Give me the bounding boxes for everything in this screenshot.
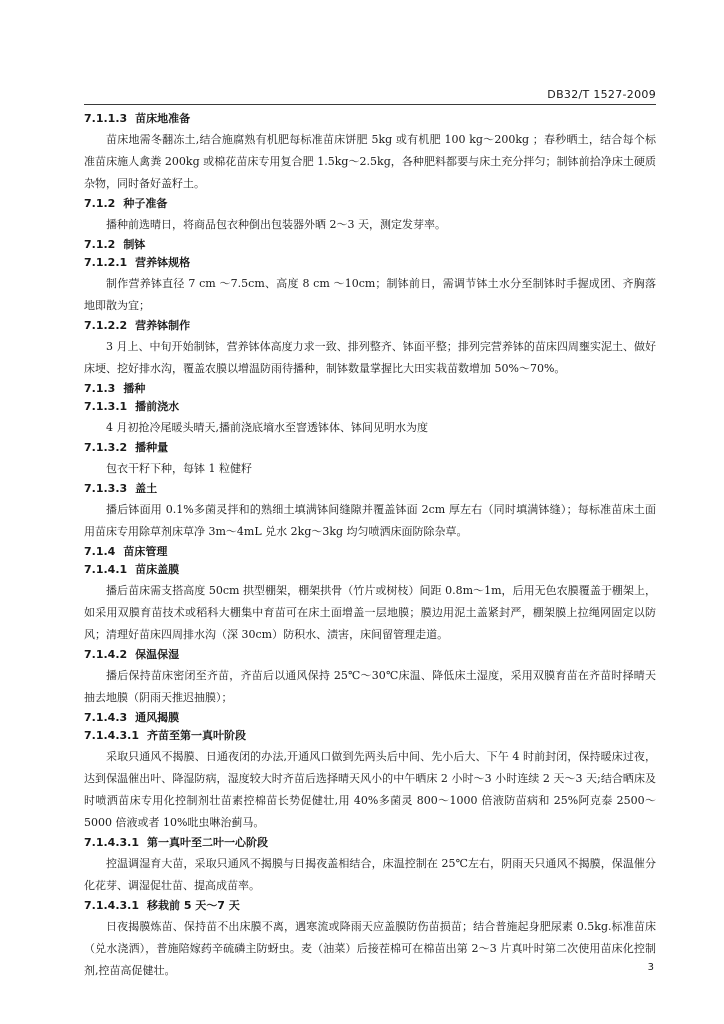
- section-title: 播种量: [135, 441, 169, 454]
- section-number: 7.1.4.3: [84, 711, 128, 724]
- section-heading: [84, 835, 656, 851]
- body-paragraph: 控温调湿育大苗，采取只通风不揭膜与日揭夜盖相结合，床温控制在 25℃左右，阴雨天只通风不揭膜，保温催分化花芽、调湿促壮苗、提高成苗率。: [84, 857, 656, 892]
- header-rule: [84, 104, 656, 105]
- section-number: 7.1.3.1: [84, 400, 128, 413]
- section-number: 7.1.4.3.1: [84, 899, 139, 912]
- section-title: 播前浇水: [135, 400, 180, 413]
- document-code: DB32/T 1527-2009: [547, 88, 656, 101]
- section-number: 7.1.3: [84, 382, 116, 395]
- section-number: 7.1.2.1: [84, 256, 128, 269]
- section-title: 保温保湿: [135, 648, 180, 661]
- section-heading: [84, 399, 656, 415]
- section-title: 播种: [123, 382, 146, 395]
- section-heading: [84, 196, 656, 212]
- section-number: 7.1.2.2: [84, 319, 128, 332]
- section-heading: [84, 647, 656, 663]
- section-number: 7.1.3.3: [84, 482, 128, 495]
- body-paragraph: 播后保持苗床密闭至齐苗，齐苗后以通风保持 25℃～30℃床温、降低床土湿度，采用双膜育苗在齐苗时择晴天抽去地膜（阴雨天推迟抽膜）；: [84, 669, 656, 704]
- section-title: 苗床管理: [123, 545, 168, 558]
- section-title: 种子准备: [123, 197, 168, 210]
- section-heading: [84, 381, 656, 397]
- section-number: 7.1.2: [84, 197, 116, 210]
- body-paragraph: 播后苗床需支搭高度 50cm 拱型棚架，棚架拱骨（竹片或树枝）间距 0.8m～1m，后用无色农膜覆盖于棚架上，如采用双膜育苗技术或稻科大棚集中育苗可在床土面增盖一层地膜；膜边用泥土盖紧封严，棚架膜上拉绳网固定以防风；清理好苗床四周排水沟（深 30cm）防积水、渍害，床间留管理走道。: [84, 584, 656, 641]
- section-number: 7.1.1.3: [84, 112, 128, 125]
- section-title: 营养钵规格: [135, 256, 191, 269]
- section-title: 制钵: [123, 238, 146, 251]
- section-heading: [84, 318, 656, 334]
- section-title: 移栽前 5 天～7 天: [146, 899, 240, 912]
- body-paragraph: 包衣干籽下种，每钵 1 粒健籽: [106, 462, 252, 475]
- body-paragraph: 4 月初抢冷尾暖头晴天,播前浇底墒水至窨透钵体、钵间见明水为度: [106, 421, 428, 434]
- section-number: 7.1.2: [84, 238, 116, 251]
- section-heading: [84, 440, 656, 456]
- body-paragraph: 播后钵面用 0.1%多菌灵拌和的熟细土填满钵间缝隙并覆盖钵面 2cm 厚左右（同时填满钵缝）；每标准苗床土面用苗床专用除草剂床草净 3m～4mL 兑水 2kg～3kg 均匀喷洒床面防除杂草。: [84, 503, 656, 538]
- section-number: 7.1.4.1: [84, 563, 128, 576]
- section-number: 7.1.3.2: [84, 441, 128, 454]
- section-title: 第一真叶至二叶一心阶段: [146, 836, 268, 849]
- section-title: 苗床盖膜: [135, 563, 180, 576]
- section-heading: [84, 111, 656, 127]
- body-paragraph: 3 月上、中旬开始制钵，营养钵体高度力求一致、排列整齐、钵面平整；排列完营养钵的苗床四周壅实泥土、做好床埂、挖好排水沟，覆盖农膜以增温防雨待播种，制钵数量掌握比大田实栽苗数增加 50%～70%。: [84, 340, 656, 375]
- section-heading: [84, 562, 656, 578]
- section-number: 7.1.4: [84, 545, 116, 558]
- section-number: 7.1.4.2: [84, 648, 128, 661]
- section-title: 通风揭膜: [135, 711, 180, 724]
- body-paragraph: 播种前选晴日，将商品包衣种倒出包装器外晒 2～3 天，测定发芽率。: [106, 218, 446, 231]
- section-title: 苗床地准备: [135, 112, 191, 125]
- section-heading: [84, 728, 656, 744]
- section-title: 齐苗至第一真叶阶段: [146, 729, 246, 742]
- section-heading: [84, 481, 656, 497]
- section-heading: [84, 237, 656, 253]
- page-number: 3: [647, 962, 654, 973]
- body-paragraph: 苗床地需冬翻冻土,结合施腐熟有机肥每标准苗床饼肥 5kg 或有机肥 100 kg～200kg ；春秒晒土，结合每个标准苗床施人禽粪 200kg 或棉花苗床专用复合肥 1.5kg～2.5kg，各种肥料都要与床土充分拌匀；制钵前拾净床土硬质杂物，同时备好盖籽土。: [84, 133, 656, 190]
- section-heading: [84, 544, 656, 560]
- section-title: 盖土: [135, 482, 158, 495]
- section-number: 7.1.4.3.1: [84, 729, 139, 742]
- body-paragraph: 日夜揭膜炼苗、保持苗不出床膜不离，遇寒流或降雨天应盖膜防伤苗损苗；结合普施起身肥尿素 0.5kg.标准苗床（兑水浇洒），普施陪嫁药辛硫磷主防蚜虫。麦（油菜）后接茬棉可在棉苗出第 2～3 片真叶时第二次使用苗床化控制剂,控苗高促健壮。: [84, 920, 656, 977]
- document-body: [84, 110, 656, 982]
- body-paragraph: 制作营养钵直径 7 cm ～7.5cm、高度 8 cm ～10cm；制钵前日，需调节钵土水分至制钵时手握成团、齐胸落地即散为宜；: [84, 277, 656, 312]
- section-number: 7.1.4.3.1: [84, 836, 139, 849]
- section-heading: [84, 255, 656, 271]
- section-title: 营养钵制作: [135, 319, 191, 332]
- body-paragraph: 采取只通风不揭膜、日通夜闭的办法,开通风口做到先两头后中间、先小后大、下午 4 时前封闭，保持暖床过夜，达到保温催出叶、降湿防病，湿度较大时齐苗后选择晴天风小的中午晒床 2 小时～3 小时连续 2 天～3 天;结合晒床及时喷洒苗床专用化控制剂壮苗素控棉苗长势促健壮,用 40%多菌灵 800～1000 倍液防苗病和 25%阿克泰 2500～5000 倍液或者 10%吡虫啉治蓟马。: [84, 750, 656, 829]
- section-heading: [84, 898, 656, 914]
- section-heading: [84, 710, 656, 726]
